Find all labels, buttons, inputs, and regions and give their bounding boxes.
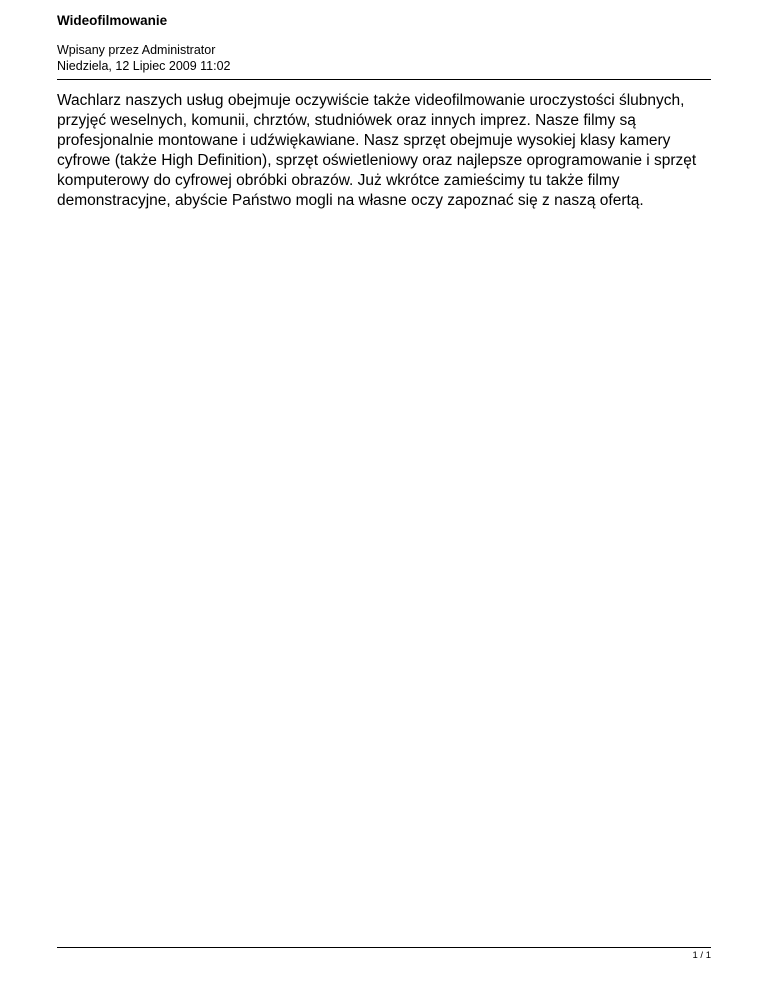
article-body (57, 91, 711, 211)
body-line: profesjonalnie montowane i udźwiękawiane. Nasz sprzęt obejmuje wysokiej klasy kamery (57, 132, 671, 149)
body-line: Wachlarz naszych usług obejmuje oczywiście także videofilmowanie uroczystości ślubnych, (57, 92, 685, 109)
body-line: demonstracyjne, abyście Państwo mogli na własne oczy zapoznać się z naszą ofertą. (57, 192, 644, 209)
article-title: Wideofilmowanie (57, 13, 168, 28)
page-number: 1 / 1 (692, 950, 711, 961)
body-line: cyfrowe (także High Definition), sprzęt oświetleniowy oraz najlepsze oprogramowanie i sprzęt (57, 152, 697, 169)
article-header (57, 12, 711, 74)
footer-divider (57, 947, 711, 948)
article-meta (57, 42, 711, 74)
author-line: Wpisany przez Administrator (57, 43, 216, 57)
header-divider (57, 79, 711, 80)
body-line: przyjęć weselnych, komunii, chrztów, studniówek oraz innych imprez. Nasze filmy są (57, 112, 636, 129)
body-line: komputerowy do cyfrowej obróbki obrazów. Już wkrótce zamieścimy tu także filmy (57, 172, 620, 189)
date-line: Niedziela, 12 Lipiec 2009 11:02 (57, 59, 231, 73)
